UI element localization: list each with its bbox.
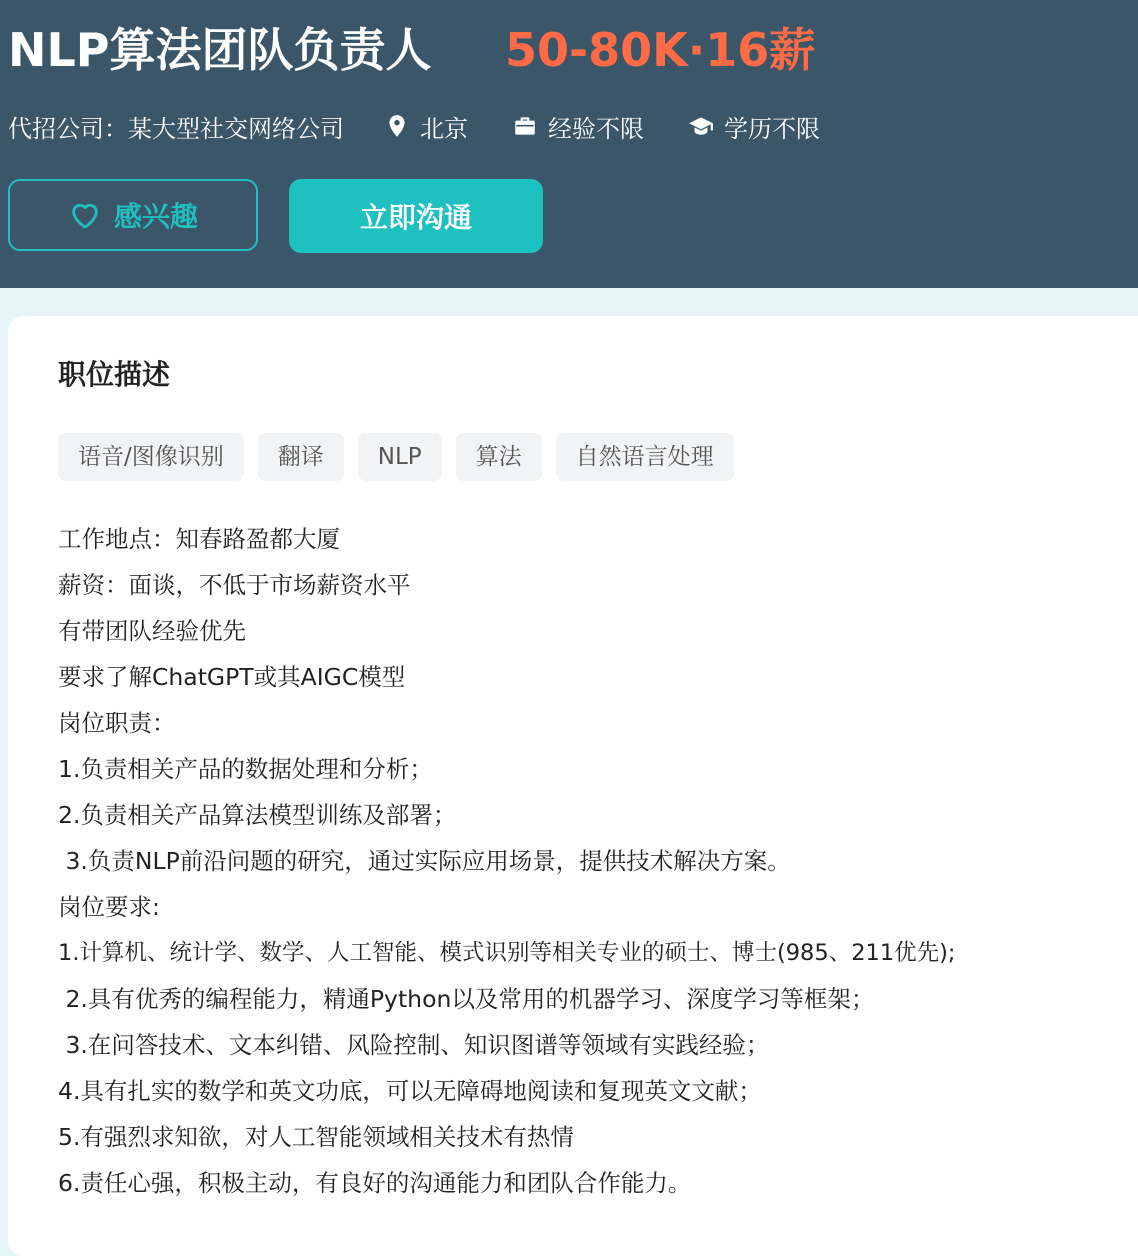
job-description-text (58, 516, 1128, 1206)
description-line: 5.有强烈求知欲，对人工智能领域相关技术有热情 (58, 1123, 574, 1151)
description-line: 1.负责相关产品的数据处理和分析； (58, 755, 433, 783)
description-line: 岗位职责： (58, 709, 176, 737)
briefcase-icon (512, 113, 538, 139)
skill-tag: NLP (358, 433, 442, 481)
skill-tag: 语音/图像识别 (58, 433, 244, 481)
experience-info (512, 109, 644, 144)
skill-tag: 自然语言处理 (556, 433, 734, 481)
description-line: 2.负责相关产品算法模型训练及部署； (58, 801, 457, 829)
job-header (0, 0, 1138, 288)
description-line: 6.责任心强，积极主动，有良好的沟通能力和团队合作能力。 (58, 1169, 692, 1197)
interested-button[interactable] (8, 179, 258, 251)
graduation-cap-icon (688, 113, 714, 139)
description-line: 薪资：面谈，不低于市场薪资水平 (58, 571, 411, 599)
description-line: 要求了解ChatGPT或其AIGC模型 (58, 663, 406, 691)
education-text: 学历不限 (724, 114, 820, 143)
company-info (8, 109, 344, 144)
education-info (688, 109, 820, 144)
job-meta (8, 108, 820, 144)
salary-range: 50-80K·16薪 (505, 23, 816, 77)
description-line: 1.计算机、统计学、数学、人工智能、模式识别等相关专业的硕士、博士(985、211优先); (58, 940, 956, 966)
location-info (384, 109, 468, 144)
chat-now-label: 立即沟通 (359, 201, 472, 234)
description-line: 工作地点：知春路盈都大厦 (58, 525, 340, 553)
section-title: 职位描述 (58, 358, 171, 391)
chat-now-button[interactable] (289, 179, 543, 253)
skill-tag: 翻译 (258, 433, 344, 481)
map-pin-icon (384, 113, 410, 139)
description-line: 有带团队经验优先 (58, 617, 246, 645)
location-text: 北京 (420, 114, 468, 143)
heart-outline-icon (68, 198, 102, 232)
interested-label: 感兴趣 (113, 200, 198, 233)
description-line: 3.在问答技术、文本纠错、风险控制、知识图谱等领域有实践经验； (58, 1031, 770, 1059)
company-text: 代招公司：某大型社交网络公司 (8, 114, 344, 143)
description-line: 2.具有优秀的编程能力，精通Python以及常用的机器学习、深度学习等框架； (58, 985, 875, 1013)
description-line: 3.负责NLP前沿问题的研究，通过实际应用场景，提供技术解决方案。 (58, 847, 791, 875)
skill-tag: 算法 (456, 433, 542, 481)
job-title: NLP算法团队负责人 (8, 23, 432, 77)
experience-text: 经验不限 (548, 114, 644, 143)
description-line: 岗位要求: (58, 893, 160, 921)
description-line: 4.具有扎实的数学和英文功底，可以无障碍地阅读和复现英文文献； (58, 1077, 762, 1105)
skill-tags (58, 433, 734, 481)
